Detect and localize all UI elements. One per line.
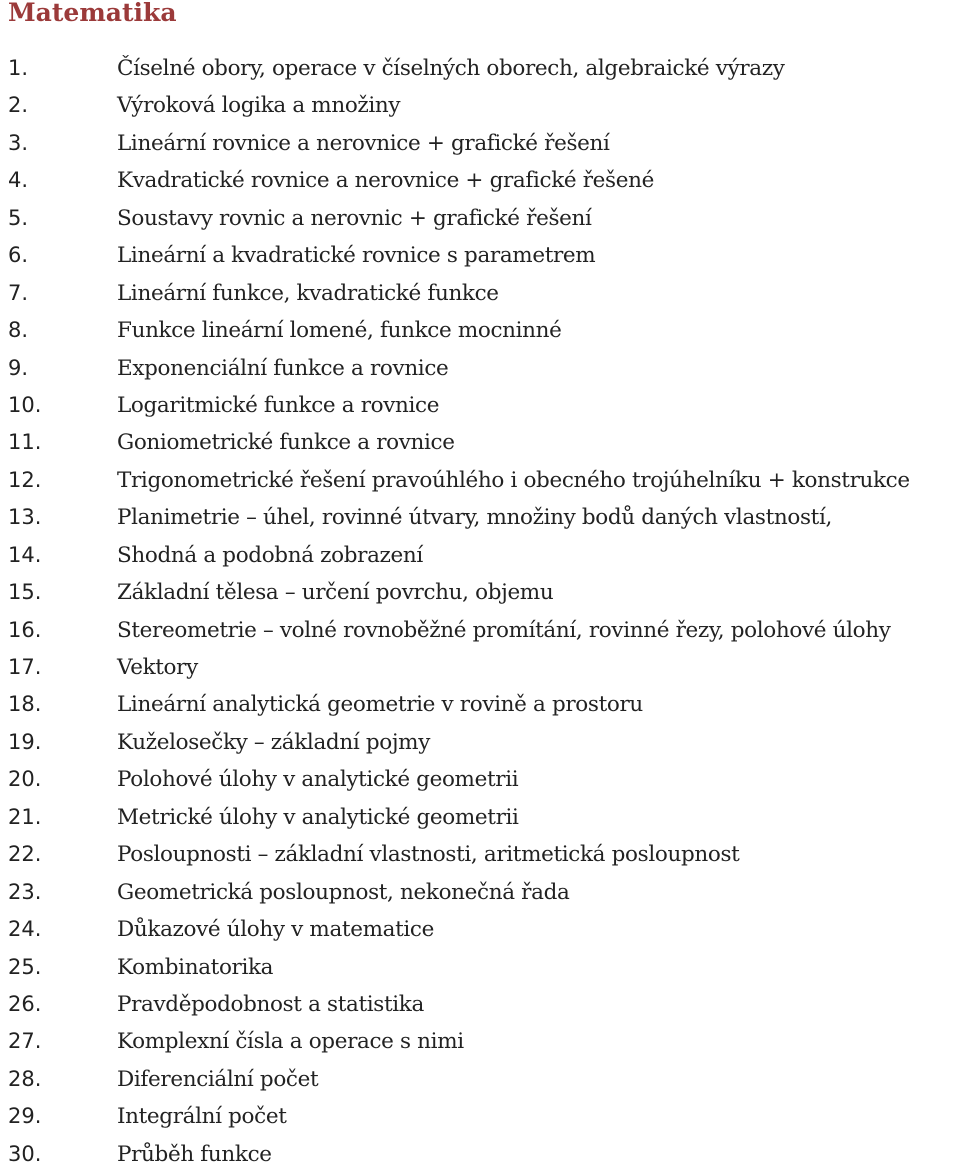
topic-item bbox=[0, 1023, 960, 1060]
topic-text: Kombinatorika bbox=[117, 954, 274, 980]
topic-text: Funkce lineární lomené, funkce mocninné bbox=[117, 318, 562, 344]
topic-number: 2. bbox=[8, 93, 29, 118]
topic-text: Průběh funkce bbox=[117, 1141, 272, 1167]
topic-text: Lineární rovnice a nerovnice + grafické řešení bbox=[117, 130, 610, 156]
topic-number: 24. bbox=[8, 917, 42, 942]
topic-number: 28. bbox=[8, 1066, 42, 1091]
topic-item bbox=[0, 350, 960, 387]
topic-item bbox=[0, 87, 960, 124]
topic-text: Posloupnosti – základní vlastnosti, aritmetická posloupnost bbox=[117, 842, 740, 868]
topic-text: Pravděpodobnost a statistika bbox=[117, 991, 424, 1017]
topic-number: 4. bbox=[8, 168, 29, 193]
topic-text: Metrické úlohy v analytické geometrii bbox=[117, 804, 519, 830]
topic-number: 5. bbox=[8, 205, 29, 230]
topic-number: 27. bbox=[8, 1029, 42, 1054]
topic-number: 18. bbox=[8, 692, 42, 717]
topic-text: Goniometrické funkce a rovnice bbox=[117, 430, 455, 456]
topic-text: Geometrická posloupnost, nekonečná řada bbox=[117, 879, 570, 905]
topic-item bbox=[0, 1061, 960, 1098]
topic-text: Vektory bbox=[117, 655, 198, 680]
topic-text: Stereometrie – volné rovnoběžné promítání, rovinné řezy, polohové úlohy bbox=[117, 617, 891, 643]
topic-text: Kvadratické rovnice a nerovnice + grafické řešené bbox=[117, 168, 654, 194]
topic-text: Polohové úlohy v analytické geometrii bbox=[117, 767, 519, 793]
topic-number: 16. bbox=[8, 617, 42, 642]
topic-number: 20. bbox=[8, 767, 42, 792]
topic-text: Exponenciální funkce a rovnice bbox=[117, 355, 449, 381]
topic-text: Číselné obory, operace v číselných oborech, algebraické výrazy bbox=[117, 56, 785, 81]
topic-number: 7. bbox=[8, 280, 29, 305]
topic-number: 29. bbox=[8, 1104, 42, 1129]
topic-item bbox=[0, 612, 960, 649]
topic-number: 17. bbox=[8, 655, 42, 679]
topic-number: 3. bbox=[8, 130, 29, 155]
topic-number: 13. bbox=[8, 505, 42, 530]
topic-text: Lineární funkce, kvadratické funkce bbox=[117, 280, 499, 306]
topic-text: Lineární analytická geometrie v rovině a prostoru bbox=[117, 692, 643, 718]
topic-number: 14. bbox=[8, 542, 42, 567]
topic-item bbox=[0, 1098, 960, 1135]
topic-item bbox=[0, 686, 960, 723]
topic-text: Soustavy rovnic a nerovnic + grafické řešení bbox=[117, 205, 592, 231]
topic-item bbox=[0, 911, 960, 948]
topic-text: Výroková logika a množiny bbox=[117, 93, 401, 119]
topic-number: 25. bbox=[8, 954, 42, 979]
topic-text: Základní tělesa – určení povrchu, objemu bbox=[117, 580, 554, 606]
topic-number: 30. bbox=[8, 1141, 42, 1166]
topic-text: Integrální počet bbox=[117, 1104, 287, 1130]
topic-text: Kuželosečky – základní pojmy bbox=[117, 729, 430, 755]
topic-number: 11. bbox=[8, 430, 42, 455]
topic-text: Logaritmické funkce a rovnice bbox=[117, 392, 440, 418]
topic-number: 1. bbox=[8, 56, 29, 80]
topic-number: 10. bbox=[8, 392, 42, 417]
topic-item bbox=[0, 499, 960, 536]
topic-item bbox=[0, 537, 960, 574]
topic-item bbox=[0, 574, 960, 611]
topic-text: Komplexní čísla a operace s nimi bbox=[117, 1029, 464, 1055]
topic-item bbox=[0, 761, 960, 798]
topic-item bbox=[0, 50, 960, 87]
topic-number: 21. bbox=[8, 804, 42, 829]
topic-item bbox=[0, 1136, 960, 1173]
topic-item bbox=[0, 874, 960, 911]
topic-item bbox=[0, 162, 960, 199]
topic-item bbox=[0, 237, 960, 274]
topic-text: Důkazové úlohy v matematice bbox=[117, 917, 434, 943]
topic-item bbox=[0, 125, 960, 162]
topic-number: 9. bbox=[8, 355, 29, 380]
topic-number: 19. bbox=[8, 729, 42, 754]
topic-item bbox=[0, 275, 960, 312]
topic-item bbox=[0, 836, 960, 873]
topic-text: Shodná a podobná zobrazení bbox=[117, 542, 423, 568]
topic-text: Planimetrie – úhel, rovinné útvary, množiny bodů daných vlastností, bbox=[117, 505, 832, 531]
topic-item bbox=[0, 949, 960, 986]
topic-number: 8. bbox=[8, 318, 29, 343]
topic-number: 23. bbox=[8, 879, 42, 904]
topic-list bbox=[0, 50, 960, 1173]
topic-item bbox=[0, 724, 960, 761]
topic-item bbox=[0, 986, 960, 1023]
page-title: Matematika bbox=[8, 0, 177, 27]
topic-number: 6. bbox=[8, 243, 29, 268]
topic-number: 26. bbox=[8, 991, 42, 1016]
topic-item bbox=[0, 649, 960, 686]
topic-number: 15. bbox=[8, 580, 42, 605]
topic-item bbox=[0, 387, 960, 424]
topic-number: 22. bbox=[8, 842, 42, 867]
topic-text: Diferenciální počet bbox=[117, 1066, 319, 1092]
topic-item bbox=[0, 200, 960, 237]
topic-text: Lineární a kvadratické rovnice s parametrem bbox=[117, 243, 596, 269]
topic-item bbox=[0, 462, 960, 499]
topic-number: 12. bbox=[8, 467, 42, 492]
topic-item bbox=[0, 312, 960, 349]
topic-item bbox=[0, 799, 960, 836]
topic-text: Trigonometrické řešení pravoúhlého i obecného trojúhelníku + konstrukce bbox=[117, 467, 910, 493]
topic-item bbox=[0, 424, 960, 461]
